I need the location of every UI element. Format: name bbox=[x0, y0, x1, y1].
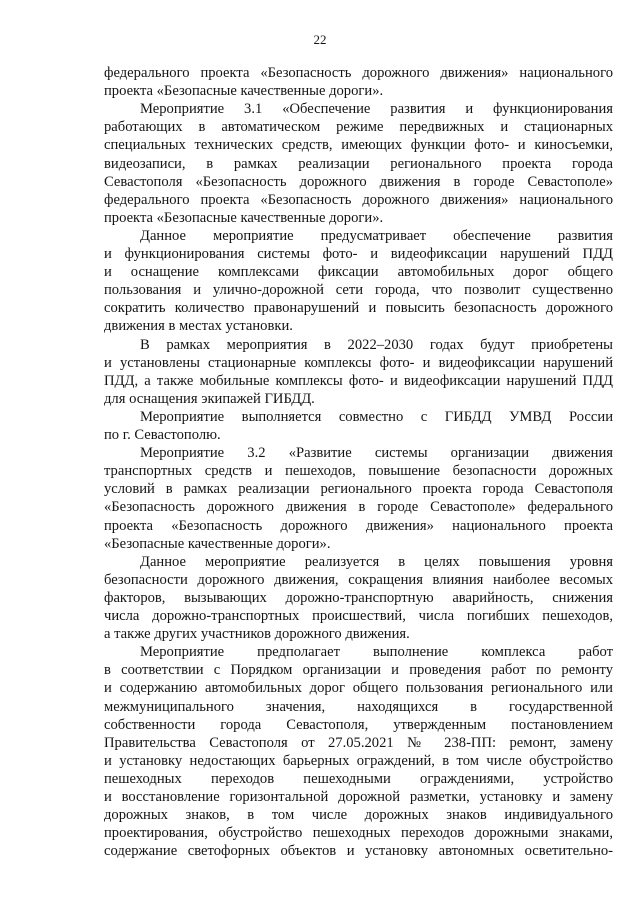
text-line: Мероприятие 3.1 «Обеспечение развития и функционирования bbox=[140, 101, 613, 118]
text-line: видеозаписи, в рамках реализации регионального проекта города bbox=[104, 155, 613, 172]
text-line: по г. Севастополю. bbox=[104, 427, 221, 443]
text-line: федерального проекта «Безопасность дорожного движения» национального bbox=[104, 191, 613, 208]
text-line: Севастополя «Безопасность дорожного движения в городе Севастополе» bbox=[104, 173, 613, 190]
text-line: работающих в автоматическом режиме передвижных и стационарных bbox=[104, 119, 613, 136]
text-line: проектирования, обустройство пешеходных переходов дорожными знаками, bbox=[104, 825, 613, 842]
text-line: и содержанию автомобильных дорог общего пользования регионального или bbox=[104, 680, 613, 697]
text-line: федерального проекта «Безопасность дорожного движения» национального bbox=[104, 65, 613, 81]
text-line: и оснащение комплексами фиксации автомобильных дорог общего bbox=[104, 264, 613, 281]
text-line: транспортных средств и пешеходов, повышение безопасности дорожных bbox=[104, 463, 613, 480]
text-line: числа дорожно-транспортных происшествий, числа погибших пешеходов, bbox=[104, 608, 613, 624]
text-line: Мероприятие 3.2 «Развитие системы организации движения bbox=[140, 445, 613, 462]
text-line: Данное мероприятие реализуется в целях повышения уровня bbox=[140, 553, 613, 570]
text-line: Мероприятие предполагает выполнение комплекса работ bbox=[140, 644, 613, 661]
text-line: проекта «Безопасные качественные дороги». bbox=[104, 209, 384, 226]
text-line: межмуниципального значения, находящихся в государственной bbox=[104, 698, 613, 715]
text-line: и восстановление горизонтальной дорожной разметки, установку и замену bbox=[104, 789, 613, 805]
text-line: проекта «Безопасность дорожного движения» национального проекта bbox=[104, 517, 613, 534]
text-line: сократить количество правонарушений и повысить безопасность дорожного bbox=[104, 300, 613, 317]
text-line: В рамках мероприятия в 2022–2030 годах будут приобретены bbox=[140, 336, 613, 353]
text-line: Правительства Севастополя от 27.05.2021 № 238-ПП: ремонт, замену bbox=[104, 734, 613, 751]
text-line: «Безопасные качественные дороги». bbox=[104, 535, 331, 552]
text-line: в соответствии с Порядком организации и проведения работ по ремонту bbox=[104, 662, 613, 679]
text-line: собственности города Севастополя, утвержденным постановлением bbox=[104, 716, 613, 733]
text-line: пользования и улично-дорожной сети города, что позволит существенно bbox=[104, 282, 613, 299]
text-line: условий в рамках реализации регионального проекта города Севастополя bbox=[104, 481, 613, 498]
text-line: проекта «Безопасные качественные дороги». bbox=[104, 83, 384, 100]
text-line: Мероприятие выполняется совместно с ГИБДД УМВД России bbox=[140, 408, 613, 425]
text-line: и функционирования системы фото- и видеофиксации нарушений ПДД bbox=[104, 246, 613, 262]
text-line: «Безопасность дорожного движения в городе Севастополе» федерального bbox=[104, 499, 613, 516]
text-line: Данное мероприятие предусматривает обеспечение развития bbox=[140, 227, 613, 244]
text-line: для оснащения экипажей ГИБДД. bbox=[104, 390, 315, 407]
text-line: дорожных знаков, в том числе дорожных знаков индивидуального bbox=[104, 807, 613, 824]
text-line: специальных технических средств, имеющих функции фото- и киносъемки, bbox=[104, 137, 613, 154]
text-line: содержание светофорных объектов и установку автономных осветительно- bbox=[104, 843, 613, 860]
text-line: безопасности дорожного движения, сокращения влияния наиболее весомых bbox=[104, 571, 613, 588]
text-line: факторов, вызывающих дорожно-транспортную аварийность, снижения bbox=[104, 589, 613, 606]
text-line: пешеходных переходов пешеходными ограждениями, устройство bbox=[104, 770, 613, 787]
text-line: а также других участников дорожного движения. bbox=[104, 626, 410, 643]
page-number: 22 bbox=[313, 32, 327, 47]
text-line: и установку недостающих барьерных ограждений, в том числе обустройство bbox=[104, 752, 613, 769]
text-line: ПДД, а также мобильные комплексы фото- и видеофиксации нарушений ПДД bbox=[104, 372, 613, 389]
text-line: и установлены стационарные комплексы фото- и видеофиксации нарушений bbox=[104, 354, 613, 371]
text-line: движения в местах установки. bbox=[104, 318, 293, 335]
